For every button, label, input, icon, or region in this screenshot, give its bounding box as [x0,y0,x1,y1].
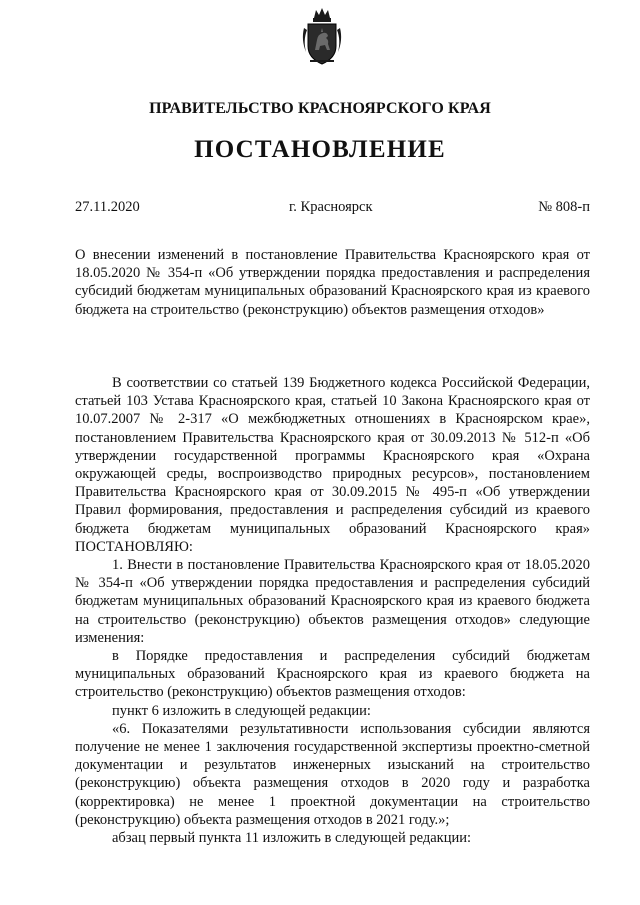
document-heading: О внесении изменений в постановление Правительства Красноярского края от 18.05.2020 № 354-п «Об утверждении порядка предоставления и распределения субсидий бюджетам муниципальных образований Красноярского края из краевого бюджета на строительство (реконструкцию) объектов размещения отходов» [75,247,590,318]
document-type-title: ПОСТАНОВЛЕНИЕ [194,136,446,163]
body-paragraph: В соответствии со статьей 139 Бюджетного кодекса Российской Федерации, статьей 103 Устава Красноярского края, статьей 10 Закона Красноярского края от 10.07.2007 № 2-317 «О межбюджетных отношениях в Красноярском крае», постановлением Правительства Красноярского края от 30.09.2013 № 512-п «Об утверждении государственной программы Красноярского края «Охрана окружающей среды, воспроизводство природных ресурсов», постановлением Правительства Красноярского края от 30.09.2015 № 495-п «Об утверждении Правил формирования, предоставления и распределения субсидий из краевого бюджета бюджетам муниципальных образований Красноярского края» ПОСТАНОВЛЯЮ: [75,375,590,555]
document-meta-row [75,199,590,219]
body-paragraph: «6. Показателями результативности использования субсидии являются получение не менее 1 заключения государственной экспертизы проектно-сметной документации и результатов инженерных изысканий на строительство (реконструкцию) объекта размещения отходов в 2020 году и разработка (корректировка) не менее 1 проектной документации на строительство (реконструкцию) объекта размещения отходов в 2021 году.»; [75,720,590,828]
body-paragraph: 1. Внести в постановление Правительства Красноярского края от 18.05.2020 № 354-п «Об утверждении порядка предоставления и распределения субсидий бюджетам муниципальных образований Красноярского края из краевого бюджета на строительство (реконструкцию) объектов размещения отходов» следующие изменения: [75,557,590,646]
body-paragraph: в Порядке предоставления и распределения субсидий бюджетам муниципальных образований Красноярского края из краевого бюджета на строительство (реконструкцию) объектов размещения отходов: [75,648,590,701]
body-paragraph: пункт 6 изложить в следующей редакции: [112,702,371,719]
document-number: № 808-п [538,199,590,215]
document-city: г. Красноярск [289,199,373,215]
krasnoyarsk-coat-of-arms-icon [300,6,344,66]
document-body [75,374,590,847]
government-title: ПРАВИТЕЛЬСТВО КРАСНОЯРСКОГО КРАЯ [149,100,491,117]
document-date: 27.11.2020 [75,199,140,215]
body-paragraph: абзац первый пункта 11 изложить в следующей редакции: [112,830,472,847]
